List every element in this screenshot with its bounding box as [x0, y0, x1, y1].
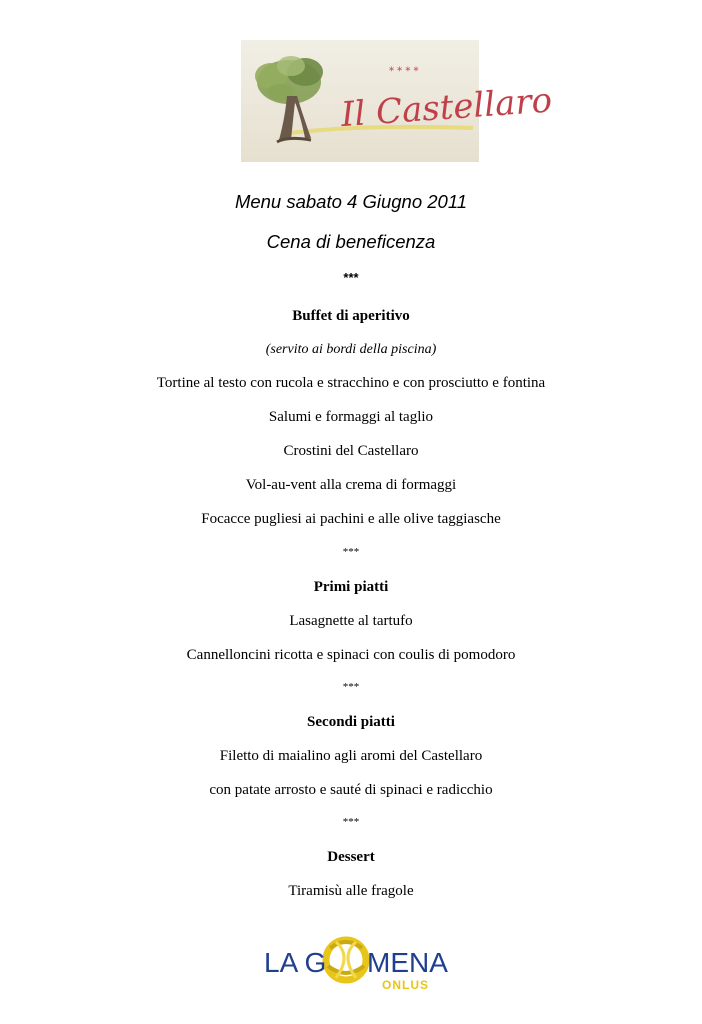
- menu-subtitle: Cena di beneficenza: [266, 231, 436, 252]
- menu-item: Crostini del Castellaro: [283, 443, 419, 459]
- section-heading-primi: Primi piatti: [313, 579, 389, 595]
- menu-item: Salumi e formaggi al taglio: [268, 409, 434, 425]
- section-note: (servito ai bordi della piscina): [265, 342, 437, 357]
- section-heading-buffet: Buffet di aperitivo: [292, 308, 410, 324]
- menu-item: con patate arrosto e sauté di spinaci e radicchio: [209, 782, 493, 798]
- menu-title: Menu sabato 4 Giugno 2011: [234, 191, 468, 212]
- rope-knot-icon: [326, 940, 366, 980]
- la-gomena-logo: [262, 926, 448, 998]
- separator: ***: [342, 546, 360, 558]
- menu-item: Tortine al testo con rucola e stracchino e con prosciutto e fontina: [156, 375, 546, 391]
- menu-item: Cannelloncini ricotta e spinaci con coulis di pomodoro: [186, 647, 516, 663]
- castellaro-logo: [241, 40, 554, 162]
- logo-brand-text: Il Castellaro: [339, 80, 554, 136]
- menu-item: Vol-au-vent alla crema di formaggi: [245, 477, 457, 493]
- logo-stars: * * * *: [389, 66, 419, 77]
- section-heading-dessert: Dessert: [327, 849, 375, 865]
- separator: ***: [343, 270, 359, 285]
- separator: ***: [342, 681, 360, 693]
- menu-item: Filetto di maialino agli aromi del Castellaro: [219, 748, 483, 764]
- menu-item: Focacce pugliesi ai pachini e alle olive taggiasche: [201, 511, 501, 527]
- logo-text-right: MENA: [367, 947, 448, 978]
- logo-text-left: LA G: [264, 947, 327, 978]
- logo-subtext: ONLUS: [382, 978, 429, 992]
- section-heading-secondi: Secondi piatti: [307, 714, 395, 730]
- separator: ***: [342, 816, 360, 828]
- menu-item: Tiramisù alle fragole: [288, 883, 414, 899]
- menu-item: Lasagnette al tartufo: [289, 613, 413, 629]
